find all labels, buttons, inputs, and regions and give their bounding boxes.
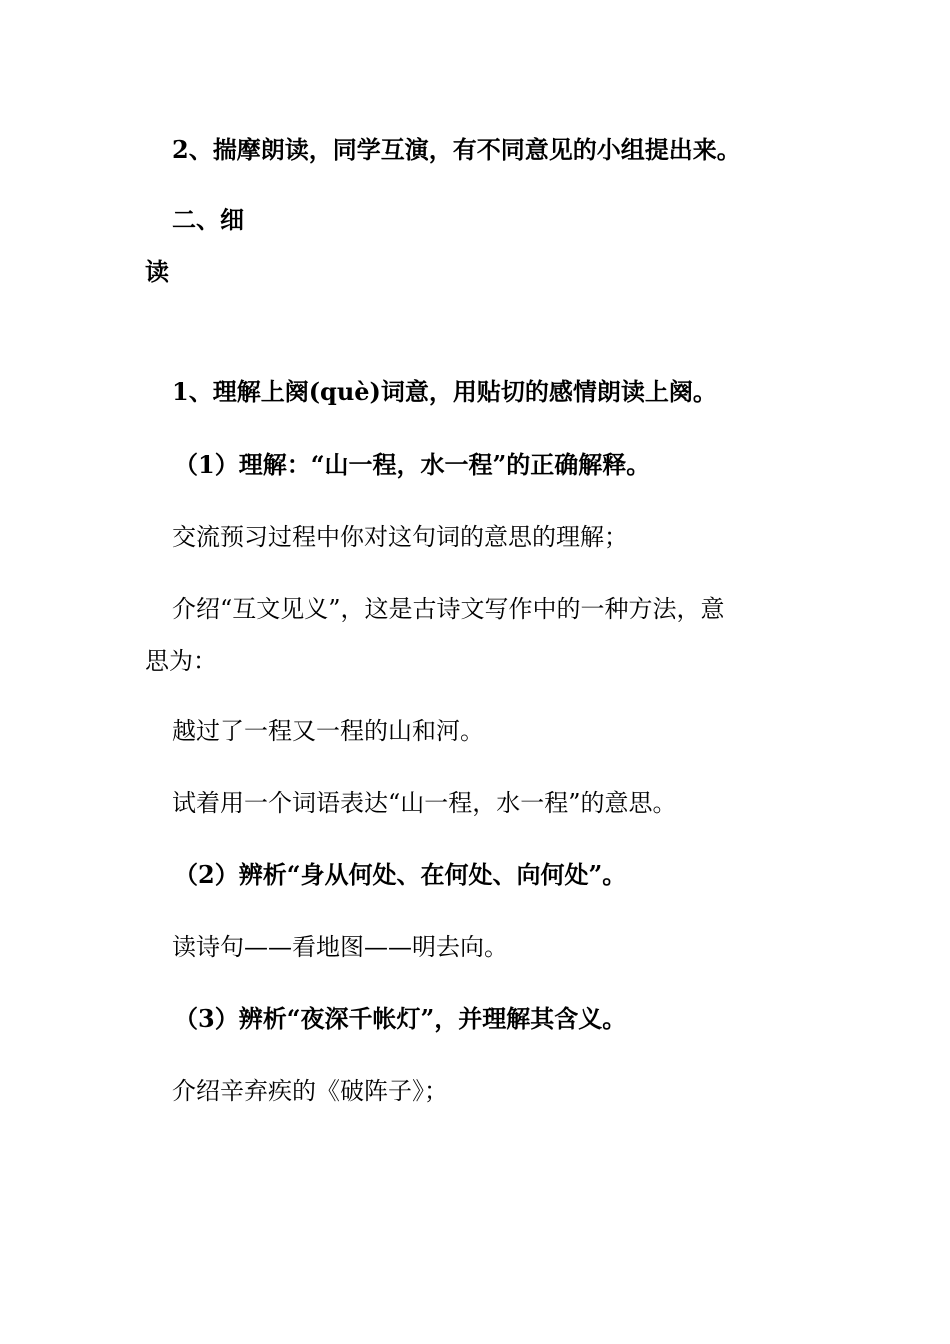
sub-item-2-analyze: （2）辨析“身从何处、在何处、向何处”。 (174, 860, 627, 889)
step-1-understand-first-stanza: 1、理解上阕(què)词意，用贴切的感情朗读上阕。 (172, 377, 717, 406)
section-heading-continuation: 读 (145, 257, 169, 286)
paragraph-read-poem-map: 读诗句——看地图——明去向。 (172, 933, 508, 961)
paragraph-meaning: 越过了一程又一程的山和河。 (172, 717, 484, 745)
paragraph-introduce-huwen-continuation: 思为： (145, 647, 217, 675)
sub-item-3-analyze: （3）辨析“夜深千帐灯”，并理解其含义。 (174, 1004, 627, 1033)
sub-item-1-understand: （1）理解：“山一程，水一程”的正确解释。 (174, 450, 651, 479)
paragraph-express-in-one-word: 试着用一个词语表达“山一程，水一程”的意思。 (172, 789, 677, 817)
step-2-rehearse-reading: 2、揣摩朗读，同学互演，有不同意见的小组提出来。 (172, 135, 741, 164)
paragraph-exchange-preview: 交流预习过程中你对这句词的意思的理解； (172, 523, 628, 551)
paragraph-introduce-pozhenzi: 介绍辛弃疾的《破阵子》； (172, 1077, 448, 1105)
section-heading-detailed-reading: 二、细 (172, 205, 244, 234)
paragraph-introduce-huwen: 介绍“互文见义”，这是古诗文写作中的一种方法，意 (172, 595, 725, 623)
